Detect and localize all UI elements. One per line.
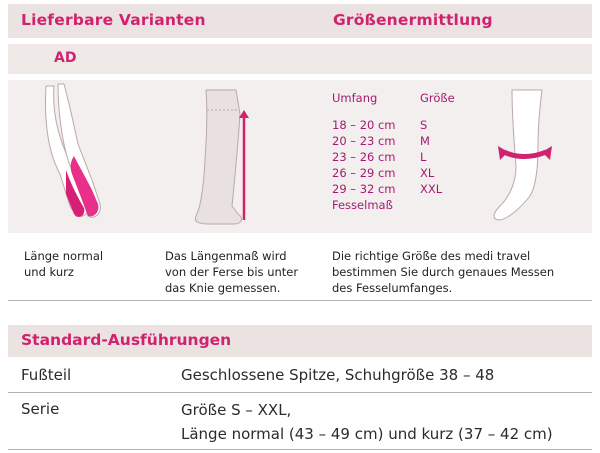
size-code: S — [420, 118, 428, 132]
standard-title: Standard-Ausführungen — [21, 331, 232, 349]
caption-line: Die richtige Größe des medi travel — [332, 249, 531, 263]
size-code: M — [420, 134, 430, 148]
caption-laengenmass — [165, 248, 298, 296]
caption-line: von der Ferse bis unter — [165, 265, 299, 279]
col-groesse: Größe — [420, 91, 455, 105]
size-code: L — [420, 150, 427, 164]
size-code: XL — [420, 166, 435, 180]
divider — [8, 300, 592, 301]
spec-row-fussteil — [8, 365, 592, 391]
divider — [8, 392, 592, 393]
variant-band — [8, 44, 592, 74]
size-code: XXL — [420, 182, 443, 196]
size-range: 29 – 32 cm — [332, 182, 396, 196]
caption-varianten — [24, 248, 103, 280]
caption-line: Das Längenmaß wird — [165, 249, 287, 263]
spec-key: Fußteil — [21, 366, 72, 384]
spec-value: Größe S – XXL, — [181, 401, 292, 419]
spec-key: Serie — [21, 400, 60, 418]
divider — [8, 449, 592, 450]
stocking-legs-illustration — [40, 82, 120, 232]
caption-line: des Fesselumfanges. — [332, 281, 453, 295]
title-lieferbare-varianten: Lieferbare Varianten — [21, 11, 206, 29]
fesselmass-label: Fesselmaß — [332, 198, 393, 212]
caption-line: Länge normal — [24, 249, 104, 263]
ankle-measure-illustration — [486, 86, 566, 231]
header-band — [8, 4, 592, 38]
length-measure-illustration — [190, 86, 260, 231]
size-range: 26 – 29 cm — [332, 166, 396, 180]
caption-fesselumfang — [332, 248, 554, 296]
size-range: 18 – 20 cm — [332, 118, 396, 132]
size-range: 20 – 23 cm — [332, 134, 396, 148]
standard-header-band — [8, 325, 592, 357]
spec-value: Geschlossene Spitze, Schuhgröße 38 – 48 — [181, 366, 495, 384]
caption-line: das Knie gemessen. — [165, 281, 281, 295]
caption-line: bestimmen Sie durch genaues Messen — [332, 265, 555, 279]
spec-value: Länge normal (43 – 49 cm) und kurz (37 – 42 cm) — [181, 425, 553, 443]
caption-line: und kurz — [24, 265, 74, 279]
variant-label: AD — [54, 50, 77, 66]
col-umfang: Umfang — [332, 91, 378, 105]
spec-row-serie — [8, 398, 592, 448]
size-range: 23 – 26 cm — [332, 150, 396, 164]
title-groessenermittlung: Größenermittlung — [333, 11, 493, 29]
